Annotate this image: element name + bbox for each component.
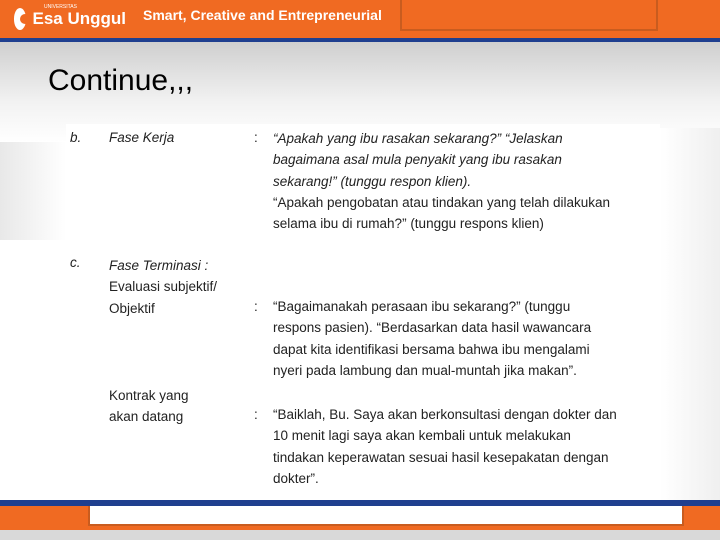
label-line: Objektif — [109, 300, 155, 316]
header-frame-decoration — [400, 0, 658, 31]
content-line: nyeri pada lambung dan mual-muntah jika makan”. — [273, 362, 577, 378]
left-shade-decoration — [0, 142, 66, 240]
row-colon: : — [254, 407, 258, 422]
label-line: Evaluasi subjektif/ — [109, 279, 218, 295]
right-shade-decoration — [660, 128, 720, 500]
logo-icon — [14, 8, 26, 30]
content-line: respons pasien). “Berdasarkan data hasil wawancara — [273, 320, 592, 336]
label-line: Kontrak yang — [109, 388, 189, 403]
header-tagline: Smart, Creative and Entrepreneurial — [143, 7, 382, 23]
footer-bar — [0, 500, 720, 540]
row-content-fase-kerja — [273, 128, 649, 234]
content-line: dokter”. — [273, 470, 319, 486]
row-letter-c: c. — [70, 255, 81, 270]
row-label-fase-terminasi — [109, 255, 217, 319]
row-label-fase-kerja: Fase Kerja — [109, 130, 175, 145]
slide-title: Continue,,, — [48, 64, 194, 97]
content-line: “Baiklah, Bu. Saya akan berkonsultasi dengan dokter dan — [273, 407, 617, 422]
content-line: selama ibu di rumah?” (tunggu respons klien) — [273, 216, 544, 232]
row-letter-b: b. — [70, 130, 82, 145]
footer-frame-decoration — [88, 506, 684, 526]
row-colon: : — [254, 299, 258, 314]
content-line: “Apakah yang ibu rasakan sekarang?” “Jelaskan — [273, 131, 563, 146]
row-content-evaluasi — [273, 296, 649, 381]
row-colon: : — [254, 130, 258, 145]
content-line: “Apakah pengobatan atau tindakan yang telah dilakukan — [273, 194, 611, 210]
document-image — [66, 124, 660, 498]
content-line: “Bagaimanakah perasaan ibu sekarang?” (tunggu — [273, 299, 571, 314]
label-line: Fase Terminasi : — [109, 258, 209, 273]
content-line: dapat kita identifikasi bersama bahwa ibu mengalami — [273, 341, 590, 357]
logo-text: Esa Unggul — [32, 8, 126, 28]
header-bar — [0, 0, 720, 38]
content-line: bagaimana asal mula penyakit yang ibu rasakan — [273, 152, 562, 168]
row-content-kontrak — [273, 404, 649, 489]
content-line: 10 menit lagi saya akan kembali untuk melakukan — [273, 428, 571, 444]
logo-small-text: UNIVERSITAS — [44, 4, 77, 10]
footer-grey-strip — [0, 530, 720, 540]
content-line: sekarang!” (tunggu respon klien). — [273, 173, 472, 189]
row-label-kontrak — [109, 385, 189, 428]
content-line: tindakan keperawatan sesuai hasil kesepakatan dengan — [273, 449, 609, 465]
label-line: akan datang — [109, 409, 184, 425]
